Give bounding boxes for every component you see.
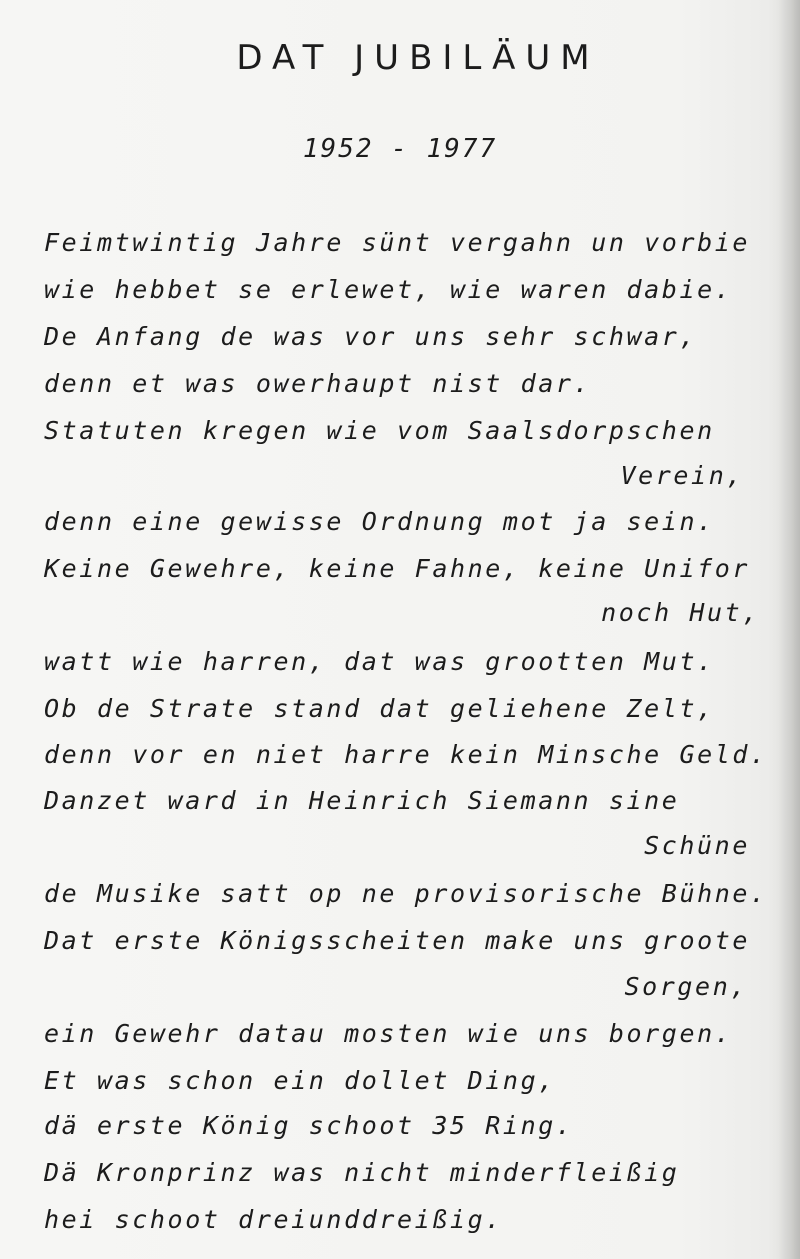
poem-line: Statuten kregen wie vom Saalsdorpschen <box>44 416 715 445</box>
poem-line: Dat erste Königsscheiten make uns groote <box>44 926 751 955</box>
poem-line: ein Gewehr datau mosten wie uns borgen. <box>44 1019 733 1048</box>
poem-line: watt wie harren, dat was grootten Mut. <box>44 647 715 676</box>
poem-line: denn vor en niet harre kein Minsche Geld. <box>44 740 768 769</box>
poem-line: de Musike satt op ne provisorische Bühne. <box>44 879 768 908</box>
poem-line-continuation: noch Hut, <box>601 598 760 627</box>
poem-line: wie hebbet se erlewet, wie waren dabie. <box>44 275 733 304</box>
poem-line: De Anfang de was vor uns sehr schwar, <box>44 322 698 351</box>
poem-line: Danzet ward in Heinrich Siemann sine <box>44 786 680 815</box>
poem-line-continuation: Sorgen, <box>624 972 748 1001</box>
page-title: DAT JUBILÄUM <box>236 38 600 78</box>
poem-line: Ob de Strate stand dat geliehene Zelt, <box>44 694 715 723</box>
poem-line-continuation: Verein, <box>620 461 744 490</box>
poem-line: denn eine gewisse Ordnung mot ja sein. <box>44 507 715 536</box>
poem-line: hei schoot dreiunddreißig. <box>44 1205 503 1234</box>
poem-line: Dä Kronprinz was nicht minderfleißig <box>44 1158 680 1187</box>
poem-line: Et was schon ein dollet Ding, <box>44 1066 556 1095</box>
poem-line: denn et was owerhaupt nist dar. <box>44 369 592 398</box>
poem-line: Keine Gewehre, keine Fahne, keine Unifor <box>44 554 751 583</box>
year-range: 1952 - 1977 <box>302 134 498 164</box>
poem-line: dä erste König schoot 35 Ring. <box>44 1111 574 1140</box>
poem-line: Feimtwintig Jahre sünt vergahn un vorbie <box>44 228 751 257</box>
poem-line-continuation: Schüne <box>644 831 750 860</box>
